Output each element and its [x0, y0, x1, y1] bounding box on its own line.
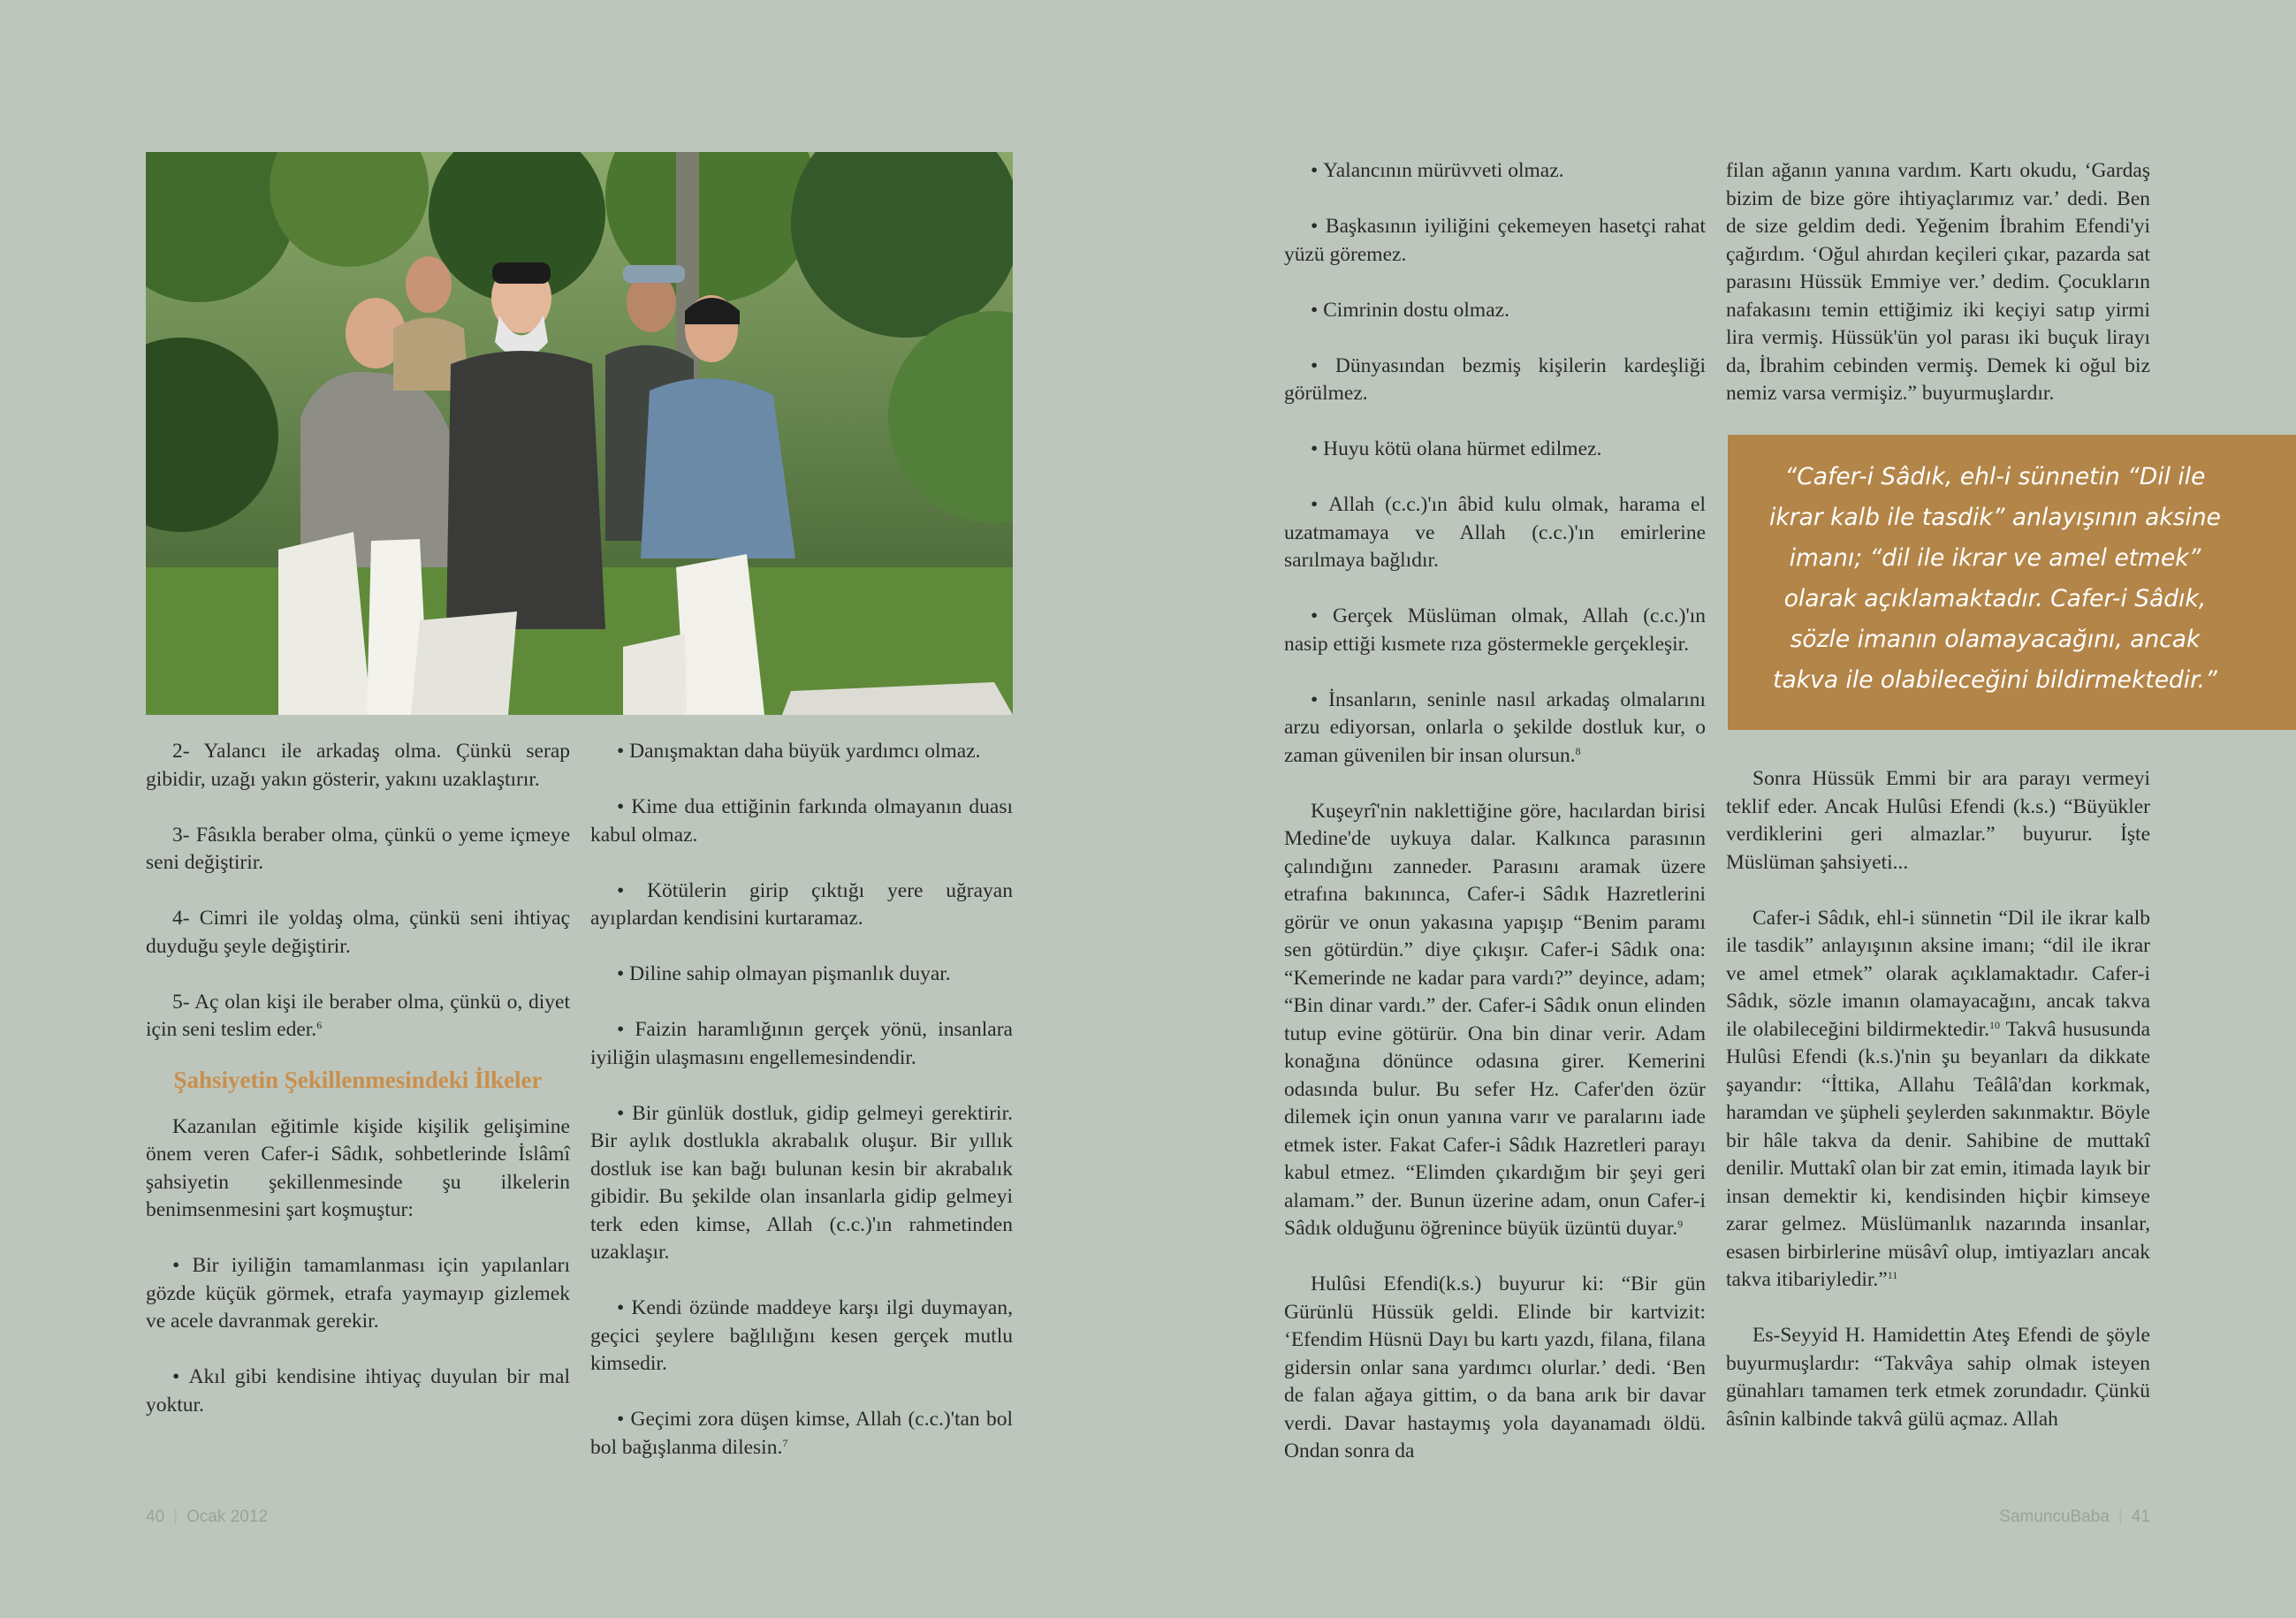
- paragraph-text: Cafer-i Sâdık, ehl-i sünnetin “Dil ile ikrar kalb ile tasdik” anlayışının aksine imanı; “dil ile ikrar ve amel etmek” olarak açıklamaktadır. Cafer-i Sâdık, sözle imanın olamayacağını, ancak takva ile olabileceğini bildirmektedir.: [1726, 906, 2150, 1041]
- bullet-item: • Faizin haramlığının gerçek yönü, insanlara iyiliğin ulaşmasını engellemesindendir.: [590, 1016, 1013, 1072]
- magazine-brand: SamuncuBaba: [1999, 1508, 2110, 1526]
- photo-icon: [146, 152, 1013, 715]
- paragraph-text: Kuşeyrî'nin naklettiğine göre, hacılardan birisi Medine'de uykuya dalar. Kalkınca parasının çalındığını zanneder. Parasını aramak üzere etrafına bakınınca, Cafer-i Sâdık Hazretlerini görür ve onun yakasına yapışıp “Benim paramı sen götürdün.” diye çıkışır. Cafer-i Sâdık ona: “Kemerinde ne kadar para vardı?” deyince, adam; “Bin dinar vardı.” der. Cafer-i Sâdık onun elinden tutup evine götürür. Ona bin dinar verir. Adam konağına dönünce odasına girer. Kemerini odasında bulur. Bu sefer Hz. Cafer'den özür dilemek için onun yanına varır ve paralarını iade etmek ister. Fakat Cafer-i Sâdık Hazretleri parayı kabul etmez. “Elimden çıkardığım bir şeyi geri alamam.” der. Bunun üzerine adam, onun Cafer-i Sâdık olduğunu öğrenince büyük üzüntü duyar.: [1284, 799, 1706, 1240]
- page-number: 41: [2131, 1508, 2150, 1526]
- divider: |: [2117, 1508, 2123, 1526]
- bullet-text: Geçimi zora düşen kimse, Allah (c.c.)'tan bol bol bağışlanma dilesin.: [590, 1408, 1013, 1459]
- pull-quote-text: “Cafer-i Sâdık, ehl-i sünnetin “Dil ile ikrar kalb ile tasdik” anlayışının aksine imanı; “dil ile ikrar ve amel etmek” olarak açıklamaktadır. Cafer-i Sâdık, sözle imanın olamayacağını, ancak takva ile olabileceğini bildirmektedir.”: [1768, 463, 2221, 694]
- paragraph: Es-Seyyid H. Hamidettin Ateş Efendi de şöyle buyurmuşlardır: “Takvâya sahip olmak isteyen günahları tamamen terk etmek zorundadır. Çünkü âsînin kalbinde takvâ gülü açmaz. Allah: [1726, 1324, 2150, 1431]
- bullet-item: • Yalancının mürüvveti olmaz.: [1284, 157, 1706, 186]
- bullet-item: • Gerçek Müslüman olmak, Allah (c.c.)'ın nasip ettiği kısmete rıza göstermekle gerçekleşir.: [1284, 603, 1706, 658]
- paragraph: Hulûsi Efendi(k.s.) buyurur ki: “Bir gün Gürünlü Hüssük geldi. Elinde bir kartvizit: ‘Efendim Hüsnü Dayı bu kartı yazdı, filana, filana gidersin onlar sana yardımcı olurlar.’ dedi. ‘Ben de falan ağaya gittim, o da bana arık bir davar verdi. Davar hastaymış yola dayanamadı öldü. Ondan sonra da: [1284, 1272, 1706, 1462]
- column-4-continued: [1726, 765, 2150, 1462]
- paragraph: [1726, 905, 2150, 1295]
- bullet-item: • Diline sahip olmayan pişmanlık duyar.: [590, 961, 1013, 989]
- footnote-ref: 9: [1677, 1218, 1684, 1230]
- paragraph: Kazanılan eğitimle kişide kişilik gelişimine önem veren Cafer-i Sâdık, sohbetlerinde İslâmî şahsiyetin şekillenmesinde şu ilkelerin benimsenmesini şart koşmuştur:: [146, 1114, 570, 1221]
- bullet-item: • Bir iyiliğin tamamlanması için yapılanları gözde küçük görmek, etrafa yaymayıp gizlemek ve acele davranmak gerekir.: [146, 1252, 570, 1336]
- pull-quote: [1728, 435, 2296, 730]
- bullet-item: [590, 1406, 1013, 1462]
- bullet-item: • Kendi özünde maddeye karşı ilgi duymayan, geçici şeylere bağlılığını kesen gerçek mutlu kimsedir.: [590, 1295, 1013, 1379]
- divider: |: [173, 1508, 179, 1526]
- issue-date: Ocak 2012: [186, 1508, 268, 1526]
- column-2: [590, 738, 1013, 1490]
- column-3: [1284, 157, 1706, 1493]
- bullet-item: • Kime dua ettiğinin farkında olmayanın duası kabul olmaz.: [590, 794, 1013, 849]
- paragraph: Sonra Hüssük Emmi bir ara parayı vermeyi teklif eder. Ancak Hulûsi Efendi (k.s.) “Büyükler verdiklerini geri almazlar.” buyurur. İşte Müslüman şahsiyeti...: [1726, 767, 2150, 874]
- bullet-text: İnsanların, seninle nasıl arkadaş olmalarını arzu ediyorsan, onlarla o şekilde dostluk kur, o zaman güvenilen bir insan olursun.: [1284, 687, 1706, 767]
- column-1: [146, 738, 570, 1447]
- paragraph: [1284, 798, 1706, 1243]
- paragraph: 4- Cimri ile yoldaş olma, çünkü seni ihtiyaç duyduğu şeyle değiştirir.: [146, 907, 570, 958]
- bullet-item: • Bir günlük dostluk, gidip gelmeyi gerektirir. Bir aylık dostlukla akrabalık oluşur. Bir yıllık dostluk ise kan bağı bulunan kesin bir akrabalık gibidir. Bu şekilde olan insanlarla gidip gelmeyi terk eden kimse, Allah (c.c.)'ın rahmetinden uzaklaşır.: [590, 1100, 1013, 1267]
- page-number: 40: [146, 1508, 165, 1526]
- bullet-item: [1284, 687, 1706, 771]
- paragraph: 2- Yalancı ile arkadaş olma. Çünkü serap gibidir, uzağı yakın gösterir, yakını uzaklaştırır.: [146, 740, 570, 791]
- footnote-ref: 7: [782, 1436, 788, 1449]
- footnote-ref: 11: [1887, 1269, 1898, 1281]
- paragraph-text: Takvâ hususunda Hulûsi Efendi (k.s.)'nin şu beyanları da dikkate şayandır: “İttika, Allahu Teâlâ'dan korkmak, haramdan ve şüpheli şeylerden sakınmaktır. Böyle bir hâle takva da denir. Sahibine de muttakî denilir. Muttakî olan bir zat emin, itimada layık bir insan demektir ki, kendisinden hiçbir kimseye zarar gelmez. Müslümanlık nazarında insanlar, esasen birbirlerine müsâvî olup, imtiyazları ancak takva itibariyledir.”: [1726, 1017, 2150, 1291]
- bullet-item: • Akıl gibi kendisine ihtiyaç duyulan bir mal yoktur.: [146, 1364, 570, 1419]
- footnote-ref: 6: [316, 1019, 323, 1031]
- bullet-item: • Dünyasından bezmiş kişilerin kardeşliği görülmez.: [1284, 353, 1706, 408]
- bullet-item: • Danışmaktan daha büyük yardımcı olmaz.: [590, 738, 1013, 766]
- bullet-item: • Huyu kötü olana hürmet edilmez.: [1284, 436, 1706, 464]
- bullet-item: • Allah (c.c.)'ın âbid kulu olmak, harama el uzatmamaya ve Allah (c.c.)'ın emirlerine sarılmaya bağlıdır.: [1284, 491, 1706, 575]
- paragraph: [146, 989, 570, 1044]
- section-heading: Şahsiyetin Şekillenmesindeki İlkeler: [173, 1066, 543, 1093]
- footer-right: [1999, 1508, 2150, 1527]
- article-photo: [146, 152, 1013, 715]
- paragraph: 3- Fâsıkla beraber olma, çünkü o yeme içmeye seni değiştirir.: [146, 823, 570, 874]
- paragraph: filan ağanın yanına vardım. Kartı okudu, ‘Gardaş bizim de bize göre ihtiyaçlarımız var.’ dedi. Ben de size geldim dedi. Yeğenim İbrahim Efendi'yi çağırdım. ‘Oğul ahırdan keçileri çıkar, pazarda sat parasını Hüssük Emmiye ver.’ dedim. Çocukların nafakasını temin ettiğimiz iki keçiyi satıp yirmi lira vermiş. Hüssük'ün yol parası iki buçuk lirayı da, İbrahim cebinden vermiş. Demek ki oğul biz nemiz varsa vermişiz.” buyurmuşlardır.: [1726, 159, 2150, 405]
- bullet-item: • Cimrinin dostu olmaz.: [1284, 297, 1706, 325]
- paragraph-text: 5- Aç olan kişi ile beraber olma, çünkü o, diyet için seni teslim eder.: [146, 990, 570, 1041]
- footer-left: [146, 1508, 268, 1527]
- footnote-ref: 10: [1989, 1018, 2000, 1031]
- column-4: [1726, 157, 2150, 436]
- bullet-item: • Başkasının iyiliğini çekemeyen hasetçi rahat yüzü göremez.: [1284, 213, 1706, 269]
- bullet-item: • Kötülerin girip çıktığı yere uğrayan ayıplardan kendisini kurtaramaz.: [590, 877, 1013, 933]
- footnote-ref: 8: [1575, 744, 1581, 757]
